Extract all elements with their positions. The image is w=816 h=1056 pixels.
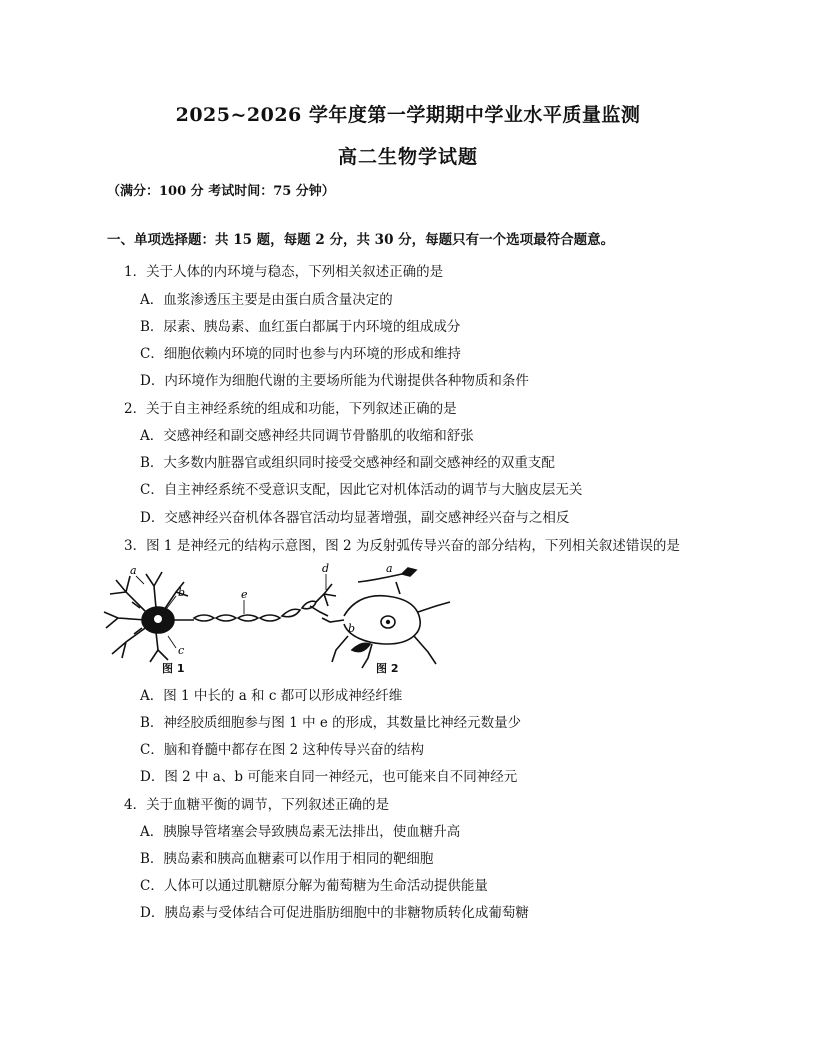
option-text: 图 1 中长的 a 和 c 都可以形成神经纤维 [163,688,403,704]
figure-1-caption: 图 1 [162,662,185,675]
question-1-option-d [140,369,529,389]
question-4-option-c [140,874,488,894]
option-text: 内环境作为细胞代谢的主要场所能为代谢提供各种物质和条件 [164,373,529,389]
question-2-option-a [140,424,474,444]
figure-2-label-b: b [348,622,356,635]
option-text: 大多数内脏器官或组织同时接受交感神经和副交感神经的双重支配 [163,455,555,471]
figure-1-label-d: d [322,562,330,575]
option-label: B． [140,715,164,731]
question-4-stem: 4．关于血糖平衡的调节，下列叙述正确的是 [124,797,390,813]
option-text: 交感神经兴奋机体各器官活动均显著增强，副交感神经兴奋与之相反 [164,510,570,526]
option-label: A． [140,292,164,308]
question-4-option-a [140,820,460,840]
figure-1-label-b: b [178,586,186,599]
option-text: 自主神经系统不受意识支配，因此它对机体活动的调节与大脑皮层无关 [163,482,583,498]
exam-subtitle: 高二生物学试题 [337,146,478,168]
question-3-option-c [140,738,424,758]
option-text: 胰腺导管堵塞会导致胰岛素无法排出，使血糖升高 [163,824,461,840]
option-label: C． [140,346,164,362]
option-text: 细胞依赖内环境的同时也参与内环境的形成和维持 [163,346,461,362]
figure-1-label-a: a [130,564,137,577]
option-text: 神经胶质细胞参与图 1 中 e 的形成，其数量比神经元数量少 [163,715,522,731]
option-label: D． [140,373,165,389]
exam-title: 2025~2026 学年度第一学期期中学业水平质量监测 [175,104,641,126]
question-1-option-a [140,288,393,308]
option-label: B． [140,455,164,471]
option-text: 脑和脊髓中都存在图 2 这种传导兴奋的结构 [163,742,425,758]
figure-2-synapse [322,568,450,668]
question-3-figures [96,562,456,680]
option-text: 胰岛素与受体结合可促进脂肪细胞中的非糖物质转化成葡萄糖 [164,905,529,921]
question-2-option-b [140,451,555,471]
figure-2-caption: 图 2 [376,662,399,675]
question-3-option-b [140,711,521,731]
option-label: C． [140,878,164,894]
option-label: B． [140,319,164,335]
question-4-option-d [140,901,529,921]
exam-meta: （满分：100 分 考试时间：75 分钟） [107,184,335,199]
figure-2-label-a: a [386,562,393,575]
option-label: C． [140,482,164,498]
option-text: 交感神经和副交感神经共同调节骨骼肌的收缩和舒张 [163,428,474,444]
option-label: B． [140,851,164,867]
figure-1-label-c: c [178,644,185,657]
option-label: D． [140,905,165,921]
option-text: 血浆渗透压主要是由蛋白质含量决定的 [163,292,393,308]
question-4-option-b [140,847,433,867]
option-label: A． [140,428,164,444]
option-label: A． [140,688,164,704]
question-3-option-d [140,765,517,785]
option-text: 图 2 中 a、b 可能来自同一神经元，也可能来自不同神经元 [164,769,518,785]
option-label: A． [140,824,164,840]
option-label: C． [140,742,164,758]
option-text: 人体可以通过肌糖原分解为葡萄糖为生命活动提供能量 [163,878,488,894]
question-2-stem: 2．关于自主神经系统的组成和功能，下列叙述正确的是 [124,401,457,417]
figure-1-label-e: e [241,588,248,601]
question-3-stem: 3．图 1 是神经元的结构示意图，图 2 为反射弧传导兴奋的部分结构，下列相关叙述错误的是 [124,538,680,554]
figure-1-neuron [104,572,336,662]
question-1-option-b [140,315,460,335]
neuron-diagrams [96,562,456,680]
question-1-option-c [140,342,461,362]
option-label: D． [140,510,165,526]
question-3-option-a [140,684,402,704]
question-1-stem: 1．关于人体的内环境与稳态，下列相关叙述正确的是 [124,264,444,280]
section-heading: 一、单项选择题：共 15 题，每题 2 分，共 30 分，每题只有一个选项最符合题意。 [107,232,615,248]
question-2-option-c [140,478,582,498]
option-text: 胰岛素和胰高血糖素可以作用于相同的靶细胞 [163,851,434,867]
option-text: 尿素、胰岛素、血红蛋白都属于内环境的组成成分 [163,319,461,335]
question-2-option-d [140,506,569,526]
option-label: D． [140,769,165,785]
